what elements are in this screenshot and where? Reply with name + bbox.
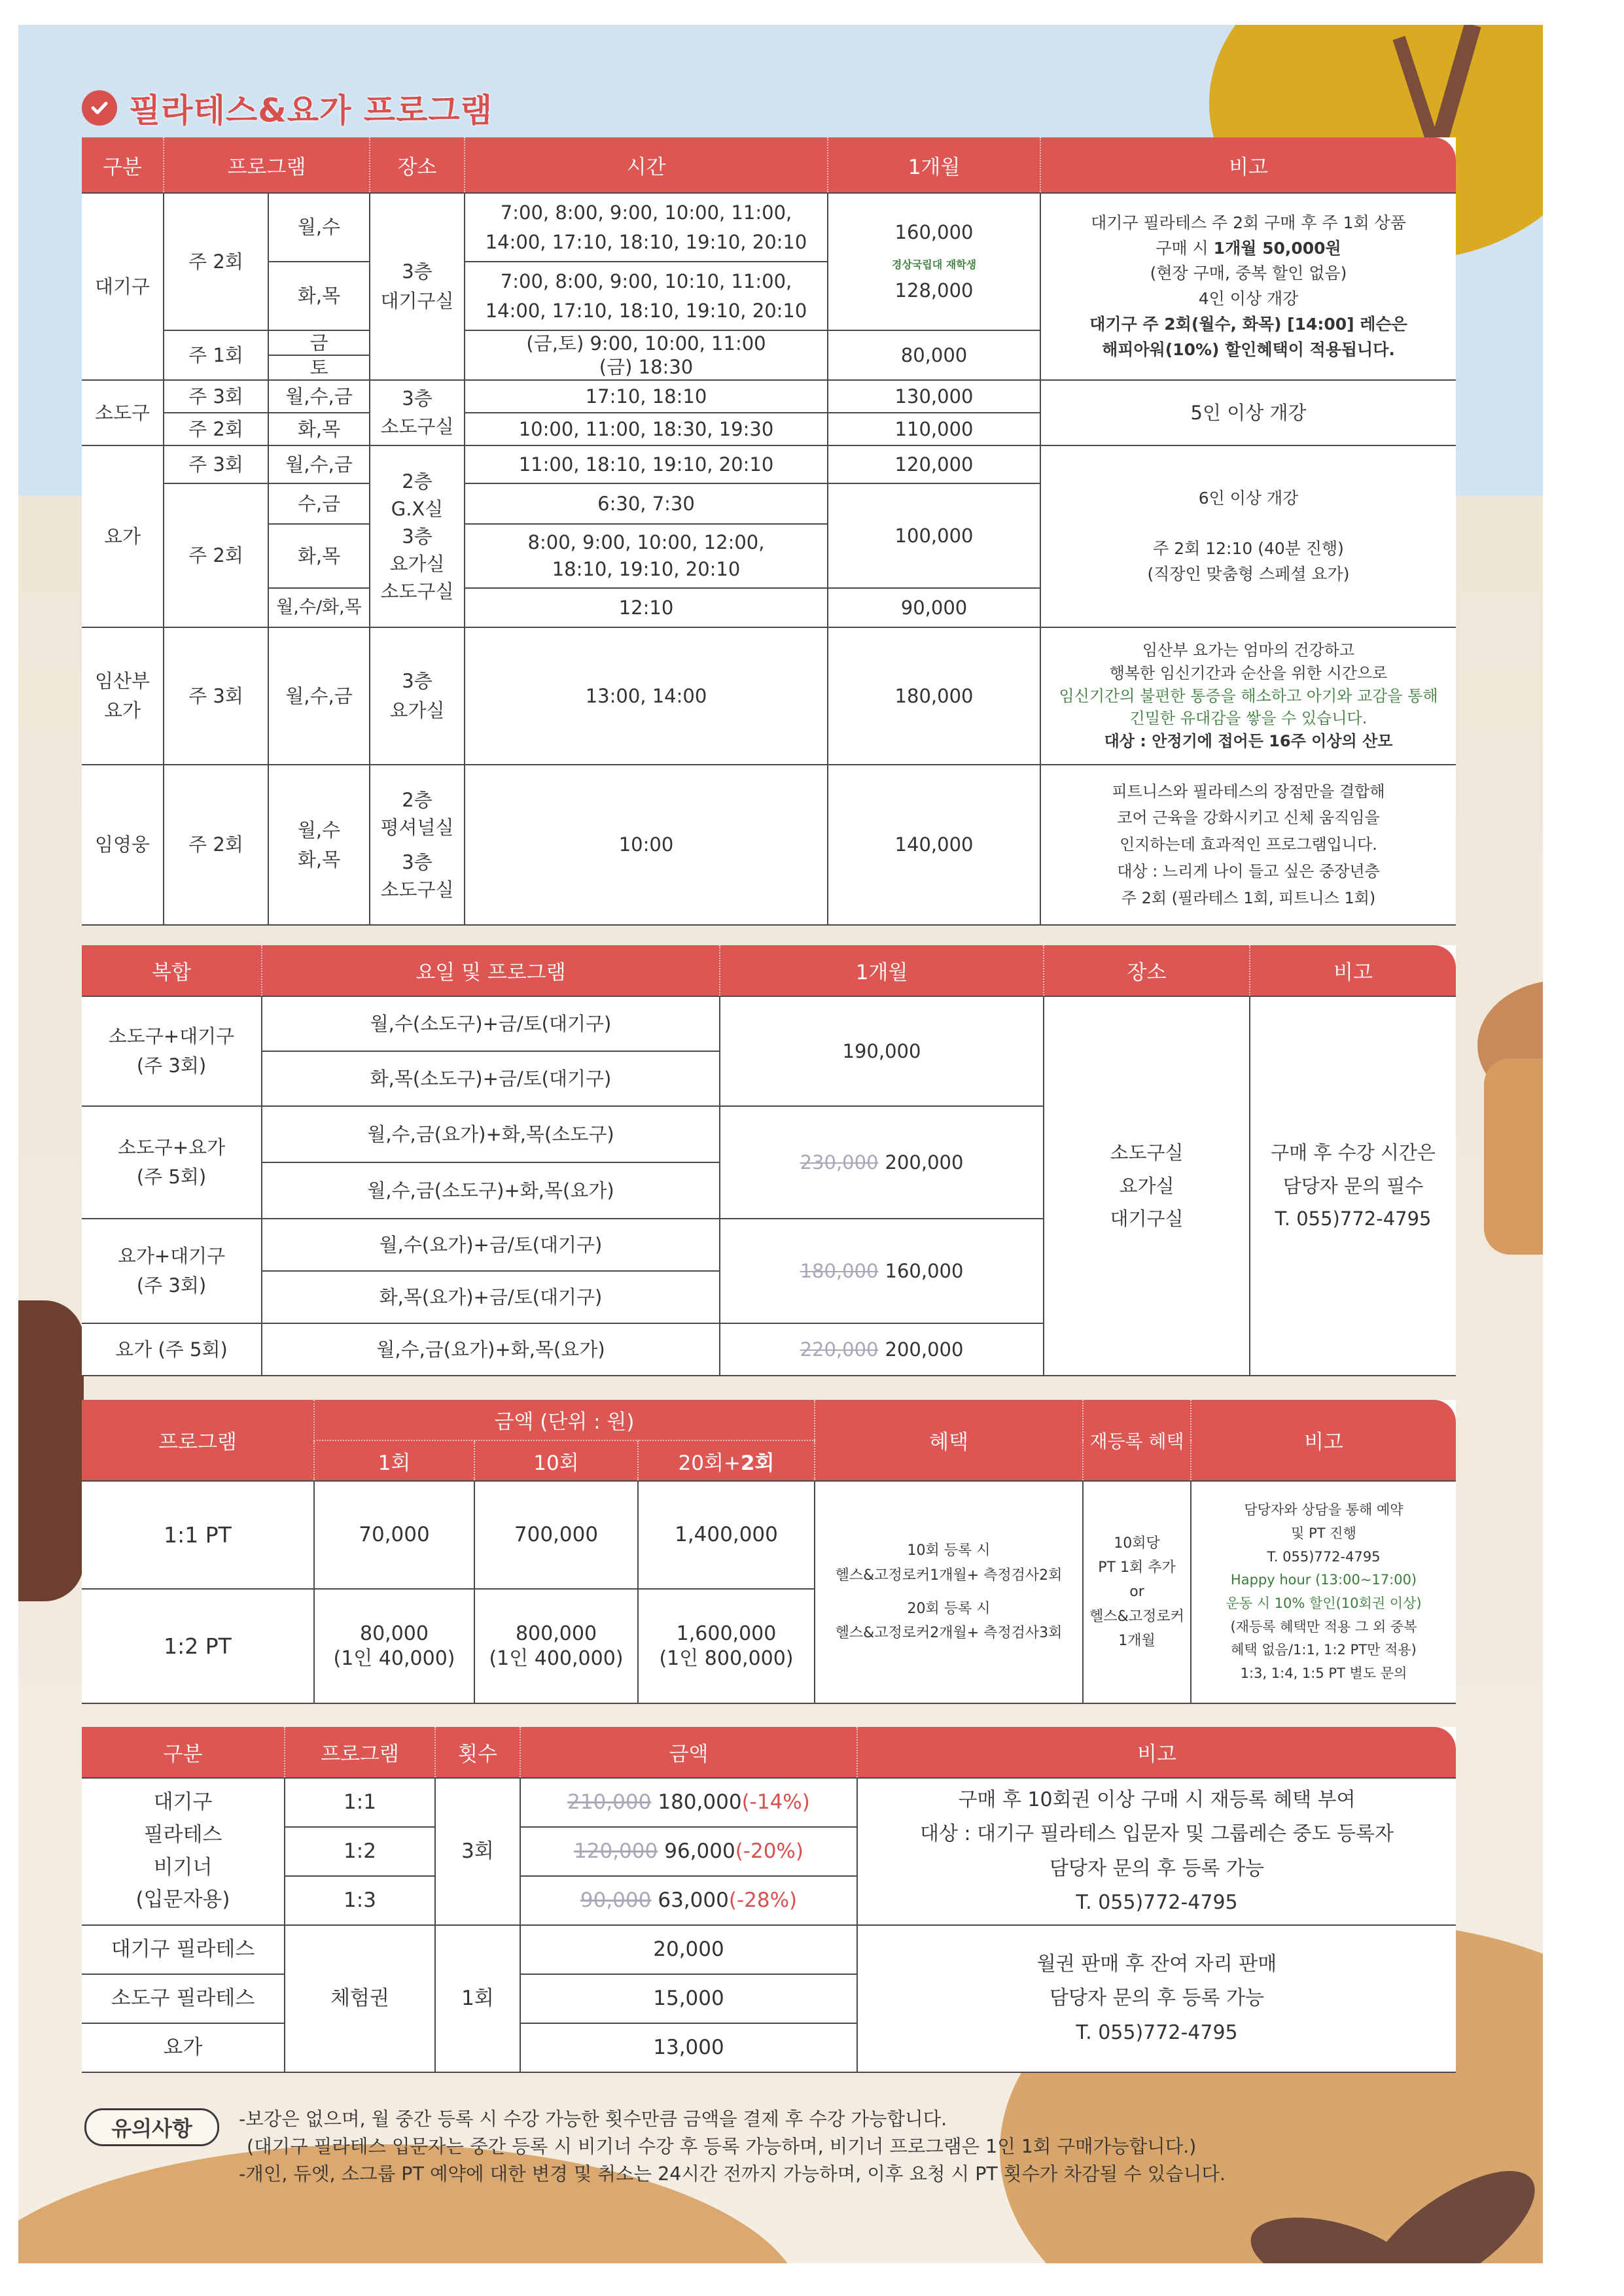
note-item: -보강은 없으며, 월 중간 등록 시 수강 가능한 횟수만큼 금액을 결제 후 수강 가능합니다. bbox=[239, 2108, 947, 2130]
notes-badge: 유의사항 bbox=[84, 2108, 219, 2146]
header-benefit: 혜택 bbox=[815, 1400, 1083, 1481]
note-line: 혜택 없음/1:1, 1:2 PT만 적용) bbox=[1231, 1642, 1417, 1658]
original-price: 120,000 bbox=[574, 1839, 658, 1864]
price-cell bbox=[720, 1323, 1044, 1376]
amount-cell bbox=[520, 1876, 857, 1925]
frequency-cell: 주 2회 bbox=[164, 765, 268, 925]
table-header-row bbox=[82, 945, 1456, 996]
header-combo: 복합 bbox=[82, 945, 262, 996]
place-room: 요가실 bbox=[1119, 1174, 1174, 1197]
schedule-cell: 월,수,금(요가)+화,목(소도구) bbox=[262, 1106, 720, 1162]
student-discount-label: 경상국립대 재학생 bbox=[891, 258, 977, 271]
note-line: 행복한 임신기간과 순산을 위한 시간으로 bbox=[1109, 663, 1388, 682]
time-cell: 10:00, 11:00, 18:30, 19:30 bbox=[465, 413, 828, 445]
category-line: 대기구 bbox=[153, 1790, 213, 1815]
time-cell: 12:10 bbox=[465, 588, 828, 627]
table-row bbox=[82, 445, 1456, 483]
per-person-price: (1인 800,000) bbox=[659, 1646, 794, 1670]
header-bonus-sessions: 2회 bbox=[740, 1451, 775, 1475]
place-cell bbox=[370, 445, 465, 627]
note-cell bbox=[857, 1925, 1456, 2072]
price: 160,000 bbox=[894, 220, 974, 243]
note-cell bbox=[1040, 445, 1456, 627]
header-note: 비고 bbox=[1191, 1400, 1456, 1481]
amount-cell bbox=[520, 1778, 857, 1827]
per-person-price: (1인 40,000) bbox=[333, 1646, 455, 1670]
student-price: 128,000 bbox=[894, 279, 974, 302]
note-line: 대상 : 대기구 필라테스 입문자 및 그룹레슨 중도 등록자 bbox=[920, 1822, 1394, 1845]
header-category: 구분 bbox=[82, 137, 164, 193]
discount-price: 63,000 bbox=[658, 1888, 729, 1913]
price-1-cell bbox=[314, 1589, 474, 1703]
table-row bbox=[82, 1925, 1456, 1974]
combo-name: 소도구+요가 bbox=[117, 1136, 226, 1159]
frequency-cell: 주 2회 bbox=[164, 193, 268, 330]
place-floor: 2층 bbox=[402, 470, 432, 493]
title-text: 필라테스&요가 프로그램 bbox=[129, 92, 493, 130]
header-reregister-benefit: 재등록 혜택 bbox=[1083, 1400, 1191, 1481]
person-figure bbox=[18, 1300, 84, 1601]
days-cell bbox=[268, 765, 370, 925]
header-amount: 금액 (단위 : 원) bbox=[314, 1400, 815, 1440]
note-line: 주 2회 (필라테스 1회, 피트니스 1회) bbox=[1121, 888, 1376, 907]
benefit-line: 20회 등록 시 bbox=[907, 1601, 991, 1617]
note-line-highlight: 임신기간의 불편한 통증을 해소하고 아기와 교감을 통해 bbox=[1059, 686, 1438, 705]
category-line: (입문자용) bbox=[135, 1888, 230, 1912]
table-row bbox=[82, 765, 1456, 925]
price-cell: 140,000 bbox=[828, 765, 1040, 925]
note-line: 및 PT 진행 bbox=[1291, 1525, 1356, 1541]
schedule-cell: 월,수,금(요가)+화,목(요가) bbox=[262, 1323, 720, 1376]
note-line: 인지하는데 효과적인 프로그램입니다. bbox=[1120, 835, 1377, 854]
header-schedule: 요일 및 프로그램 bbox=[262, 945, 720, 996]
days-cell: 월,수,금 bbox=[268, 445, 370, 483]
frequency-cell: 주 3회 bbox=[164, 380, 268, 413]
table-row bbox=[82, 193, 1456, 262]
table-header-row bbox=[82, 1727, 1456, 1778]
price-20-cell bbox=[638, 1589, 815, 1703]
benefit-cell bbox=[815, 1481, 1083, 1703]
original-price: 220,000 bbox=[800, 1338, 879, 1361]
combo-name: 요가+대기구 bbox=[117, 1245, 226, 1268]
amount-cell: 15,000 bbox=[520, 1974, 857, 2023]
price-1-cell: 70,000 bbox=[314, 1481, 474, 1589]
combo-program-table bbox=[82, 945, 1456, 1376]
time-line: 7:00, 8:00, 9:00, 10:10, 11:00, bbox=[500, 270, 792, 292]
pt-pricing-table bbox=[82, 1400, 1456, 1704]
benefit-line: 10회 등록 시 bbox=[907, 1542, 991, 1559]
table-row bbox=[82, 1481, 1456, 1589]
category-line: 임산부 bbox=[94, 670, 150, 693]
place-floor: 3층 bbox=[402, 260, 432, 283]
original-price: 90,000 bbox=[580, 1888, 652, 1913]
discount-rate: (-28%) bbox=[728, 1888, 798, 1913]
header-monthly: 1개월 bbox=[828, 137, 1040, 193]
discount-rate: (-20%) bbox=[735, 1839, 803, 1864]
reregister-cell bbox=[1083, 1481, 1191, 1703]
original-price: 180,000 bbox=[800, 1259, 879, 1282]
category-cell bbox=[82, 1778, 285, 1925]
time-cell bbox=[465, 524, 828, 588]
price-cell: 190,000 bbox=[720, 996, 1044, 1106]
price-cell bbox=[720, 1106, 1044, 1219]
header-note: 비고 bbox=[1250, 945, 1456, 996]
header-place: 장소 bbox=[1044, 945, 1250, 996]
place-room: 평셔널실 bbox=[380, 816, 454, 839]
note-line: 담당자 문의 후 등록 가능 bbox=[1050, 1987, 1264, 2010]
header-20-sessions bbox=[638, 1440, 815, 1481]
per-person-price: (1인 400,000) bbox=[489, 1646, 624, 1670]
note-item: -개인, 듀엣, 소그룹 PT 예약에 대한 변경 및 취소는 24시간 전까지 가능하며, 이후 요청 시 PT 횟수가 차감될 수 있습니다. bbox=[239, 2163, 1226, 2185]
header-program: 프로그램 bbox=[285, 1727, 435, 1778]
place-room: 소도구실 bbox=[380, 415, 454, 438]
happy-hour-line: Happy hour (13:00~17:00) bbox=[1230, 1572, 1417, 1588]
header-time: 시간 bbox=[465, 137, 828, 193]
days-cell: 화,목 bbox=[268, 413, 370, 445]
header-amount: 금액 bbox=[520, 1727, 857, 1778]
days-cell: 금 bbox=[268, 330, 370, 355]
phone-number: T. 055)772-4795 bbox=[1275, 1208, 1432, 1230]
price-cell: 130,000 bbox=[828, 380, 1040, 413]
category-line: 요가 bbox=[103, 699, 141, 722]
price-10-cell: 700,000 bbox=[474, 1481, 638, 1589]
note-cell bbox=[1040, 193, 1456, 380]
note-line: 피트니스와 필라테스의 장점만을 결합해 bbox=[1112, 782, 1385, 801]
place-floor: 2층 bbox=[402, 789, 432, 812]
days-cell: 월,수,금 bbox=[268, 380, 370, 413]
category-cell: 임영웅 bbox=[82, 765, 164, 925]
price-cell: 110,000 bbox=[828, 413, 1040, 445]
note-line: 1:3, 1:4, 1:5 PT 별도 문의 bbox=[1240, 1665, 1407, 1682]
header-count: 횟수 bbox=[435, 1727, 520, 1778]
amount-cell: 20,000 bbox=[520, 1925, 857, 1974]
place-cell bbox=[370, 193, 465, 380]
note-line: 코어 근육을 강화시키고 신체 움직임을 bbox=[1117, 809, 1380, 827]
program-schedule-table bbox=[82, 137, 1456, 926]
note-line: 대기구 주 2회(월수, 화목) [14:00] 레슨은 bbox=[1089, 314, 1407, 334]
note-cell: 5인 이상 개강 bbox=[1040, 380, 1456, 445]
rereg-line: 헬스&고정로커 bbox=[1089, 1608, 1184, 1625]
time-line: 8:00, 9:00, 10:00, 12:00, bbox=[527, 531, 765, 554]
price-cell bbox=[720, 1219, 1044, 1323]
category-cell: 요가 bbox=[82, 445, 164, 627]
place-cell bbox=[370, 380, 465, 445]
frequency-cell: 주 3회 bbox=[164, 445, 268, 483]
time-cell: 13:00, 14:00 bbox=[465, 627, 828, 765]
page-title bbox=[82, 85, 493, 131]
header-monthly: 1개월 bbox=[720, 945, 1044, 996]
price-cell: 100,000 bbox=[828, 483, 1040, 588]
header-20-sessions-label: 20회+ bbox=[678, 1451, 741, 1475]
place-cell bbox=[370, 765, 465, 925]
category-cell: 소도구 필라테스 bbox=[82, 1974, 285, 2023]
days-line: 화,목 bbox=[297, 848, 341, 871]
table-row bbox=[82, 380, 1456, 413]
program-cell: 체험권 bbox=[285, 1925, 435, 2072]
schedule-cell: 월,수,금(소도구)+화,목(요가) bbox=[262, 1162, 720, 1219]
note-line: 구매 후 수강 시간은 bbox=[1271, 1141, 1436, 1164]
header-1-session: 1회 bbox=[314, 1440, 474, 1481]
note-line: 대상 : 느리게 나이 들고 싶은 중장년층 bbox=[1117, 861, 1380, 880]
time-cell bbox=[465, 262, 828, 330]
note-line: 임산부 요가는 엄마의 건강하고 bbox=[1142, 641, 1355, 659]
time-line: 14:00, 17:10, 18:10, 19:10, 20:10 bbox=[485, 230, 807, 253]
time-cell: 10:00 bbox=[465, 765, 828, 925]
days-cell: 수,금 bbox=[268, 483, 370, 524]
combo-name-cell bbox=[82, 1106, 262, 1219]
days-cell: 월,수,금 bbox=[268, 627, 370, 765]
phone-number: T. 055)772-4795 bbox=[1076, 1891, 1238, 1914]
place-room: 소도구실 bbox=[380, 878, 454, 901]
table-row bbox=[82, 996, 1456, 1051]
rereg-line: or bbox=[1129, 1584, 1144, 1601]
discount-price: 160,000 bbox=[885, 1259, 964, 1282]
count-cell: 1회 bbox=[435, 1925, 520, 2072]
note-target: 대상 : 안정기에 접어든 16주 이상의 산모 bbox=[1104, 732, 1393, 751]
days-cell: 토 bbox=[268, 355, 370, 380]
schedule-cell: 월,수(요가)+금/토(대기구) bbox=[262, 1219, 720, 1271]
combo-name-cell: 요가 (주 5회) bbox=[82, 1323, 262, 1376]
price: 1,600,000 bbox=[676, 1622, 777, 1645]
rereg-line: 10회당 bbox=[1114, 1535, 1160, 1552]
price: 800,000 bbox=[515, 1622, 597, 1645]
frequency-cell: 주 3회 bbox=[164, 627, 268, 765]
place-room: G.X실 bbox=[391, 497, 444, 520]
place-floor: 3층 bbox=[402, 850, 432, 873]
note-cell bbox=[857, 1778, 1456, 1925]
note-line: 담당자와 상담을 통해 예약 bbox=[1244, 1502, 1403, 1518]
category-cell: 요가 bbox=[82, 2023, 285, 2072]
note-line: 해피아워(10%) 할인혜택이 적용됩니다. bbox=[1102, 339, 1395, 359]
category-line: 필라테스 bbox=[143, 1822, 222, 1847]
place-room: 소도구실 bbox=[380, 580, 454, 603]
frequency-cell: 주 2회 bbox=[164, 483, 268, 627]
phone-number: T. 055)772-4795 bbox=[1267, 1548, 1381, 1565]
discount-price: 180,000 bbox=[658, 1790, 742, 1815]
schedule-cell: 화,목(요가)+금/토(대기구) bbox=[262, 1271, 720, 1323]
table-row bbox=[82, 1778, 1456, 1827]
price-cell: 90,000 bbox=[828, 588, 1040, 627]
pt-type-cell: 1:1 PT bbox=[82, 1481, 314, 1589]
place-room: 요가실 bbox=[389, 699, 445, 722]
note-cell bbox=[1250, 996, 1456, 1376]
time-line: 14:00, 17:10, 18:10, 19:10, 20:10 bbox=[485, 299, 807, 322]
table-header-row bbox=[82, 137, 1456, 193]
price-cell: 180,000 bbox=[828, 627, 1040, 765]
discount-price: 200,000 bbox=[885, 1151, 964, 1174]
header-program: 프로그램 bbox=[82, 1400, 314, 1481]
notes-list bbox=[239, 2106, 1226, 2188]
note-line: 구매 시 bbox=[1156, 238, 1214, 258]
time-line: 7:00, 8:00, 9:00, 10:00, 11:00, bbox=[500, 201, 792, 224]
category-cell: 대기구 bbox=[82, 193, 164, 380]
frequency-cell: 주 2회 bbox=[164, 413, 268, 445]
program-cell: 1:3 bbox=[285, 1876, 435, 1925]
amount-cell bbox=[520, 1827, 857, 1876]
check-circle-icon bbox=[82, 90, 117, 126]
note-cell bbox=[1191, 1481, 1456, 1703]
combo-name: 소도구+대기구 bbox=[108, 1025, 235, 1048]
amount-cell: 13,000 bbox=[520, 2023, 857, 2072]
note-line: 6인 이상 개강 bbox=[1198, 488, 1299, 508]
header-10-sessions: 10회 bbox=[474, 1440, 638, 1481]
schedule-cell: 월,수(소도구)+금/토(대기구) bbox=[262, 996, 720, 1051]
header-note: 비고 bbox=[1040, 137, 1456, 193]
place-floor: 3층 bbox=[402, 387, 432, 409]
note-line: 월권 판매 후 잔여 자리 판매 bbox=[1036, 1952, 1277, 1975]
combo-frequency: (주 3회) bbox=[136, 1274, 207, 1296]
table-header-row bbox=[82, 1400, 1456, 1440]
rereg-line: PT 1회 추가 bbox=[1098, 1559, 1176, 1576]
benefit-line: 헬스&고정로커2개월+ 측정검사3회 bbox=[835, 1625, 1063, 1642]
price: 80,000 bbox=[360, 1622, 429, 1645]
place-floor: 3층 bbox=[402, 670, 432, 693]
days-cell: 화,목 bbox=[268, 524, 370, 588]
note-line: 주 2회 12:10 (40분 진행) bbox=[1153, 539, 1344, 558]
category-cell: 대기구 필라테스 bbox=[82, 1925, 285, 1974]
combo-frequency: (주 5회) bbox=[136, 1166, 207, 1188]
days-cell: 화,목 bbox=[268, 262, 370, 330]
place-floor: 3층 bbox=[402, 525, 432, 548]
rereg-line: 1개월 bbox=[1118, 1633, 1156, 1650]
note-line: 담당자 문의 후 등록 가능 bbox=[1050, 1856, 1264, 1880]
note-line: (재등록 혜택만 적용 그 외 중복 bbox=[1230, 1618, 1417, 1635]
schedule-cell: 화,목(소도구)+금/토(대기구) bbox=[262, 1051, 720, 1106]
category-cell: 소도구 bbox=[82, 380, 164, 445]
place-room: 소도구실 bbox=[1110, 1141, 1184, 1164]
time-cell: 17:10, 18:10 bbox=[465, 380, 828, 413]
days-line: 월,수 bbox=[297, 818, 341, 841]
benefit-line: 헬스&고정로커1개월+ 측정검사2회 bbox=[835, 1567, 1063, 1584]
price-10-cell bbox=[474, 1589, 638, 1703]
place-room: 대기구실 bbox=[1110, 1208, 1184, 1230]
note-highlight: 1개월 50,000원 bbox=[1213, 238, 1341, 258]
table-row bbox=[82, 627, 1456, 765]
place-cell bbox=[1044, 996, 1250, 1376]
note-line: (현장 구매, 중복 할인 없음) bbox=[1150, 264, 1347, 283]
beginner-trial-table bbox=[82, 1727, 1456, 2073]
original-price: 210,000 bbox=[567, 1790, 652, 1815]
phone-number: T. 055)772-4795 bbox=[1076, 2021, 1238, 2044]
note-line: 구매 후 10회권 이상 구매 시 재등록 혜택 부여 bbox=[958, 1788, 1356, 1811]
days-cell: 월,수 bbox=[268, 193, 370, 262]
combo-name-cell bbox=[82, 1219, 262, 1323]
time-line: (금) 18:30 bbox=[599, 356, 694, 378]
time-line: (금,토) 9:00, 10:00, 11:00 bbox=[526, 332, 766, 355]
note-cell bbox=[1040, 627, 1456, 765]
place-room: 대기구실 bbox=[380, 290, 454, 312]
combo-name-cell bbox=[82, 996, 262, 1106]
time-cell: 6:30, 7:30 bbox=[465, 483, 828, 524]
mushroom-stem bbox=[1484, 1058, 1543, 1255]
note-item: (대기구 필라테스 입문자는 중간 등록 시 비기너 수강 후 등록 가능하며, 비기너 프로그램은 1인 1회 구매가능합니다.) bbox=[247, 2136, 1197, 2157]
time-cell: 11:00, 18:10, 19:10, 20:10 bbox=[465, 445, 828, 483]
price-cell: 120,000 bbox=[828, 445, 1040, 483]
note-cell bbox=[1040, 765, 1456, 925]
header-note: 비고 bbox=[857, 1727, 1456, 1778]
time-cell bbox=[465, 193, 828, 262]
category-line: 비기너 bbox=[153, 1855, 213, 1879]
header-place: 장소 bbox=[370, 137, 465, 193]
note-line: (직장인 맞춤형 스페셜 요가) bbox=[1147, 564, 1350, 583]
discount-price: 96,000 bbox=[664, 1839, 735, 1864]
pt-type-cell: 1:2 PT bbox=[82, 1589, 314, 1703]
time-line: 18:10, 19:10, 20:10 bbox=[552, 558, 741, 580]
count-cell: 3회 bbox=[435, 1778, 520, 1925]
original-price: 230,000 bbox=[800, 1151, 879, 1174]
price-cell bbox=[828, 193, 1040, 330]
category-cell bbox=[82, 627, 164, 765]
note-line: 대기구 필라테스 주 2회 구매 후 주 1회 상품 bbox=[1091, 213, 1406, 232]
combo-frequency: (주 3회) bbox=[136, 1054, 207, 1077]
header-program: 프로그램 bbox=[164, 137, 370, 193]
note-line-highlight: 긴밀한 유대감을 쌓을 수 있습니다. bbox=[1129, 709, 1368, 728]
frequency-cell: 주 1회 bbox=[164, 330, 268, 380]
price-20-cell: 1,400,000 bbox=[638, 1481, 815, 1589]
happy-hour-discount: 운동 시 10% 할인(10회권 이상) bbox=[1226, 1595, 1422, 1611]
program-cell: 1:2 bbox=[285, 1827, 435, 1876]
time-cell bbox=[465, 330, 828, 380]
discount-price: 200,000 bbox=[885, 1338, 964, 1361]
note-line: 4인 이상 개강 bbox=[1198, 289, 1299, 308]
price-cell: 80,000 bbox=[828, 330, 1040, 380]
place-room: 요가실 bbox=[389, 553, 445, 576]
note-line: 담당자 문의 필수 bbox=[1282, 1174, 1424, 1197]
program-cell: 1:1 bbox=[285, 1778, 435, 1827]
days-cell: 월,수/화,목 bbox=[268, 588, 370, 627]
place-cell bbox=[370, 627, 465, 765]
header-category: 구분 bbox=[82, 1727, 285, 1778]
discount-rate: (-14%) bbox=[741, 1790, 810, 1815]
